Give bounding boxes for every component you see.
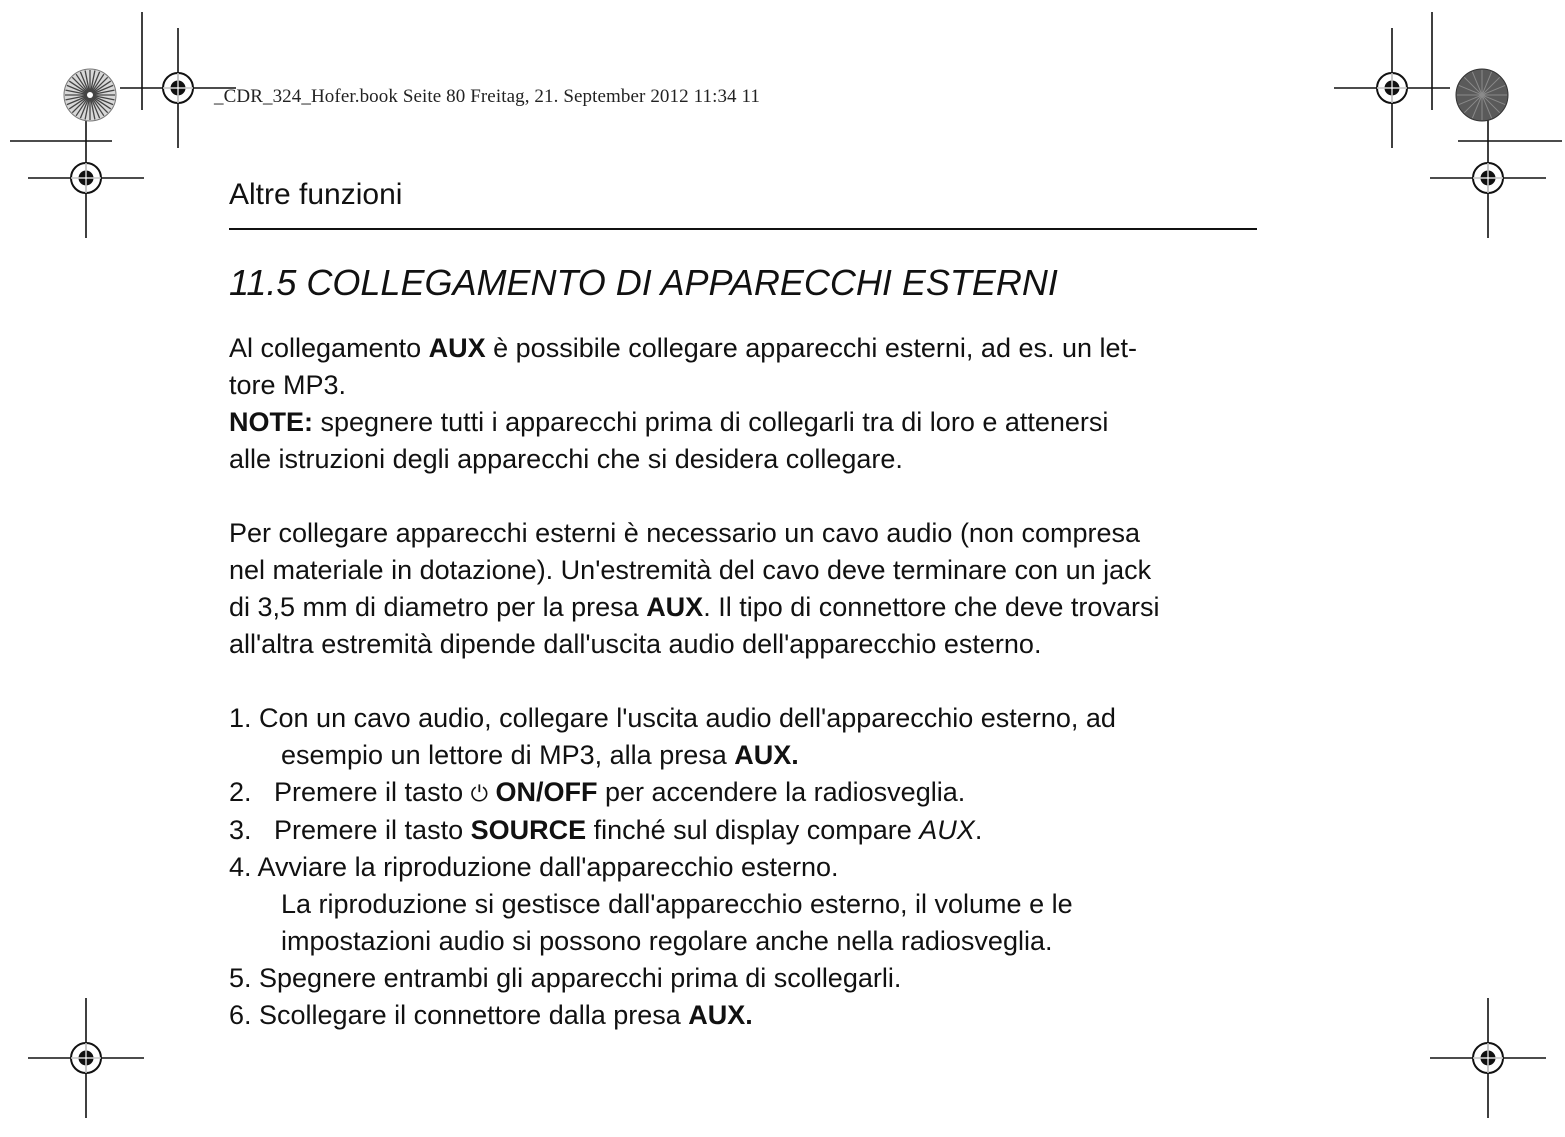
step-6: 6. Scollegare il connettore dalla presa AUX. <box>229 1000 753 1030</box>
aux-display-text: AUX <box>919 815 975 845</box>
crop-lines <box>10 12 1562 141</box>
step-5: 5. Spegnere entrambi gli apparecchi prima di scollegarli. <box>229 963 902 993</box>
registration-mark-icon <box>1430 998 1546 1118</box>
header-rule <box>229 228 1257 230</box>
section-title: 11.5 COLLEGAMENTO DI APPARECCHI ESTERNI <box>229 262 1058 303</box>
running-head: Altre funzioni <box>229 178 403 211</box>
note-paragraph: NOTE: spegnere tutti i apparecchi prima di collegarli tra di loro e attenersi alle istruzioni degli apparecchi che si desidera collegare. <box>229 407 1109 474</box>
steps-list <box>229 700 1264 1034</box>
step-4: 4. Avviare la riproduzione dall'apparecchio esterno. <box>229 852 839 882</box>
registration-mark-icon <box>28 118 144 238</box>
print-slug: _CDR_324_Hofer.book Seite 80 Freitag, 21. September 2012 11:34 11 <box>214 86 761 107</box>
step-3: 3. Premere il tasto SOURCE finché sul display compare AUX. <box>229 815 983 845</box>
step-1-continued: esempio un lettore di MP3, alla presa AUX. <box>281 740 799 770</box>
on-off-label: ON/OFF <box>495 777 598 807</box>
step-4-detail-1: La riproduzione si gestisce dall'apparecchio esterno, il volume e le <box>281 889 1073 919</box>
step-1: 1. Con un cavo audio, collegare l'uscita audio dell'apparecchio esterno, ad <box>229 703 1116 733</box>
body-text <box>229 330 1264 1034</box>
cable-paragraph: Per collegare apparecchi esterni è necessario un cavo audio (non compresa nel materiale in dotazione). Un'estremità del cavo deve terminare con un jack di 3,5 mm di diametro per la presa AUX. Il tipo di connettore che deve trovarsi all'altra estremità dipende dall'uscita audio dell'apparecchio esterno. <box>229 518 1160 659</box>
registration-mark-icon <box>28 998 144 1118</box>
star-target-icon <box>64 69 116 121</box>
dark-target-icon <box>1456 69 1508 121</box>
power-icon: ⏻ <box>470 781 488 806</box>
aux-label: AUX <box>428 333 486 363</box>
step-4-detail-2: impostazioni audio si possono regolare anche nella radiosveglia. <box>281 926 1053 956</box>
step-2: 2. Premere il tasto ⏻ ON/OFF per accendere la radiosveglia. <box>229 777 966 807</box>
source-label: SOURCE <box>470 815 587 845</box>
aux-label: AUX <box>646 592 704 622</box>
intro-paragraph: Al collegamento AUX è possibile collegare apparecchi esterni, ad es. un let- tore MP3. <box>229 333 1138 400</box>
registration-mark-icon <box>1430 118 1546 238</box>
note-label: NOTE: <box>229 407 313 437</box>
